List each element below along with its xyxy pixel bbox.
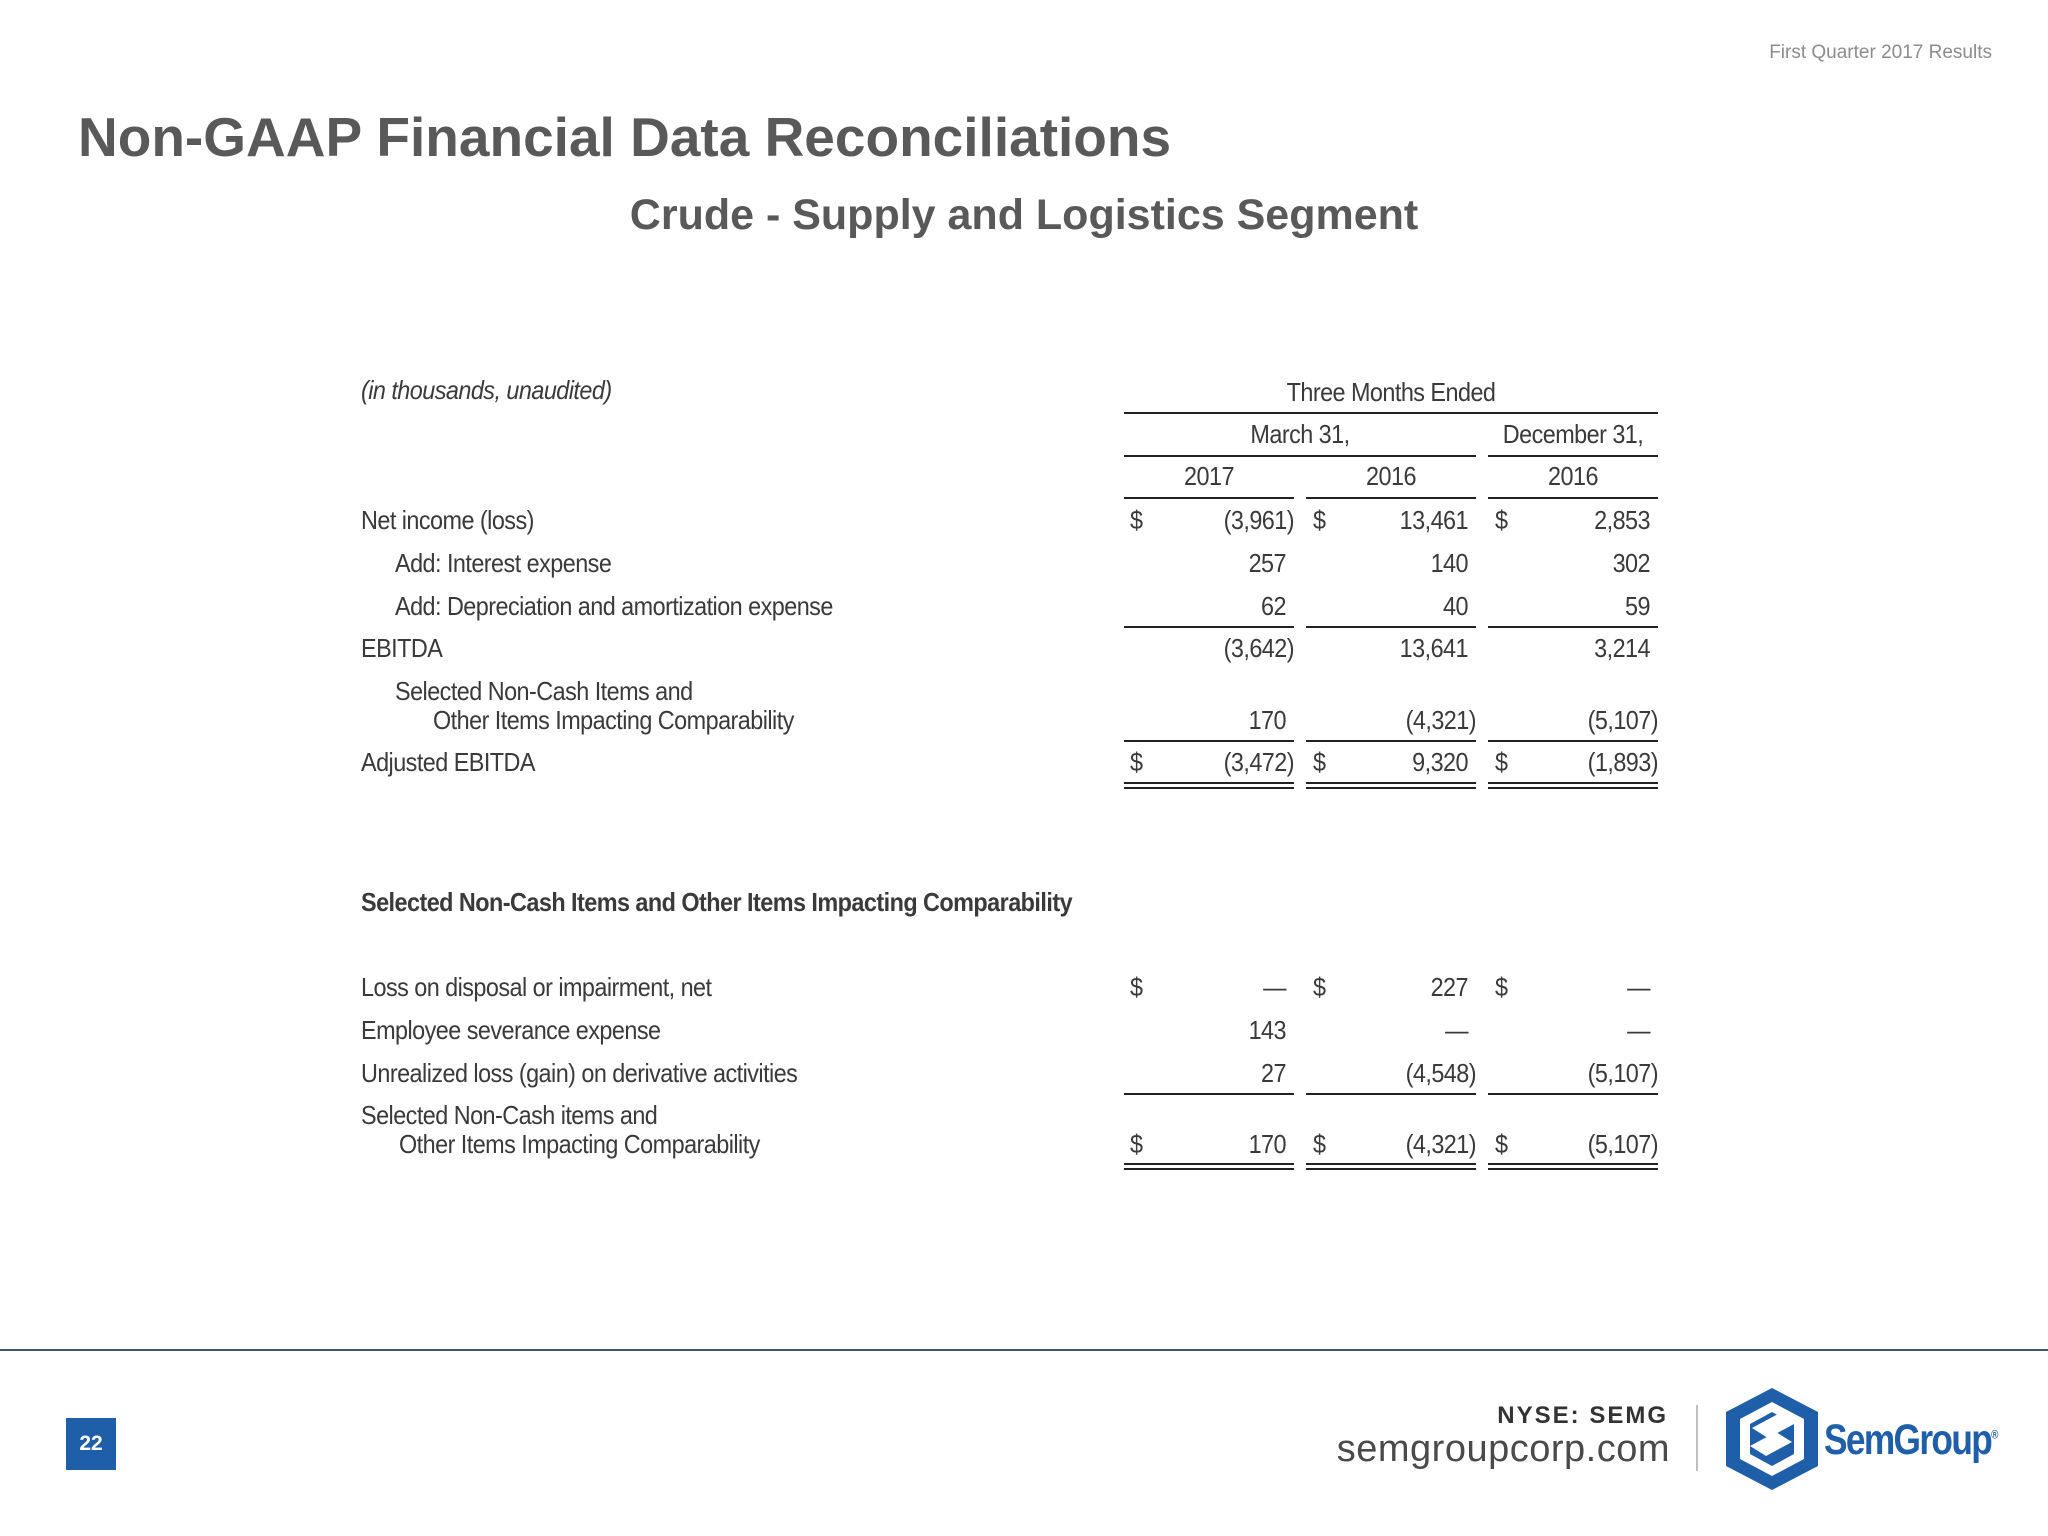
cell-ebitda-3: 3,214 <box>1594 633 1650 663</box>
row-label-selected-line2: Other Items Impacting Comparability <box>433 705 794 735</box>
cell-loss-disposal-2: 227 <box>1430 972 1468 1002</box>
section2-heading: Selected Non-Cash Items and Other Items Impacting Comparability <box>361 887 1073 917</box>
page-title: Non-GAAP Financial Data Reconciliations <box>78 106 1172 168</box>
cell-s2-total-3: (5,107) <box>1587 1129 1658 1159</box>
semgroup-logo-text <box>1824 1416 1998 1465</box>
logo-registered-mark: ® <box>1991 1427 1999 1442</box>
rule-subtotal-3 <box>1488 626 1658 628</box>
row-label-s2-total-line1: Selected Non-Cash items and <box>361 1100 658 1130</box>
currency-symbol: $ <box>1130 505 1143 535</box>
row-label-ebitda: EBITDA <box>361 633 443 663</box>
row-label-net-income: Net income (loss) <box>361 505 534 535</box>
page-number: 22 <box>66 1418 116 1470</box>
website-url: semgroupcorp.com <box>1336 1428 1670 1470</box>
cell-severance-1: 143 <box>1248 1015 1286 1045</box>
cell-unrealized-1: 27 <box>1261 1058 1286 1088</box>
cell-interest-1: 257 <box>1248 548 1286 578</box>
row-label-depreciation: Add: Depreciation and amortization expense <box>395 591 833 621</box>
cell-selected-1: 170 <box>1248 705 1286 735</box>
rule-total-1 <box>1124 782 1294 784</box>
footer-divider <box>0 1349 2048 1351</box>
unit-note: (in thousands, unaudited) <box>361 375 612 405</box>
rule-s2-subtotal-2 <box>1306 1093 1476 1095</box>
row-label-unrealized: Unrealized loss (gain) on derivative activities <box>361 1058 798 1088</box>
cell-adjusted-1: (3,472) <box>1223 747 1294 777</box>
currency-symbol: $ <box>1495 972 1508 1002</box>
currency-symbol: $ <box>1495 747 1508 777</box>
logo-text: SemGroup <box>1824 1416 1992 1464</box>
rule-december <box>1488 455 1658 457</box>
currency-symbol: $ <box>1495 1129 1508 1159</box>
rule-year-3 <box>1488 497 1658 499</box>
page-subtitle: Crude - Supply and Logistics Segment <box>629 191 1419 239</box>
currency-symbol: $ <box>1313 1129 1326 1159</box>
currency-symbol: $ <box>1313 505 1326 535</box>
rule-year-1 <box>1124 497 1294 499</box>
currency-symbol: $ <box>1130 1129 1143 1159</box>
year-col-3: 2016 <box>1548 461 1598 491</box>
cell-severance-3: — <box>1627 1015 1650 1045</box>
cell-net-income-1: (3,961) <box>1223 505 1294 535</box>
cell-depreciation-3: 59 <box>1625 591 1650 621</box>
cell-depreciation-1: 62 <box>1261 591 1286 621</box>
cell-selected-3: (5,107) <box>1587 705 1658 735</box>
group-march: March 31, <box>1250 419 1350 449</box>
cell-loss-disposal-1: — <box>1263 972 1286 1002</box>
cell-net-income-2: 13,461 <box>1399 505 1468 535</box>
cell-s2-total-2: (4,321) <box>1405 1129 1476 1159</box>
currency-symbol: $ <box>1130 747 1143 777</box>
row-label-severance: Employee severance expense <box>361 1015 661 1045</box>
cell-ebitda-1: (3,642) <box>1223 633 1294 663</box>
rule-year-2 <box>1306 497 1476 499</box>
currency-symbol: $ <box>1313 972 1326 1002</box>
year-col-1: 2017 <box>1184 461 1234 491</box>
year-col-2: 2016 <box>1366 461 1416 491</box>
rule-adjusted-3 <box>1488 740 1658 742</box>
rule-subtotal-2 <box>1306 626 1476 628</box>
cell-unrealized-3: (5,107) <box>1587 1058 1658 1088</box>
ticker-symbol: NYSE: SEMG <box>1497 1402 1668 1429</box>
cell-selected-2: (4,321) <box>1405 705 1476 735</box>
cell-unrealized-2: (4,548) <box>1405 1058 1476 1088</box>
rule-adjusted-2 <box>1306 740 1476 742</box>
currency-symbol: $ <box>1313 747 1326 777</box>
cell-interest-2: 140 <box>1430 548 1468 578</box>
cell-ebitda-2: 13,641 <box>1399 633 1468 663</box>
cell-interest-3: 302 <box>1612 548 1650 578</box>
rule-s2-total-2 <box>1306 1163 1476 1165</box>
cell-net-income-3: 2,853 <box>1594 505 1650 535</box>
rule-march <box>1124 455 1476 457</box>
rule-subtotal-1 <box>1124 626 1294 628</box>
cell-s2-total-1: 170 <box>1248 1129 1286 1159</box>
cell-adjusted-2: 9,320 <box>1412 747 1468 777</box>
cell-depreciation-2: 40 <box>1443 591 1468 621</box>
cell-adjusted-3: (1,893) <box>1587 747 1658 777</box>
period-header: Three Months Ended <box>1286 377 1496 407</box>
rule-total-2 <box>1306 782 1476 784</box>
currency-symbol: $ <box>1130 972 1143 1002</box>
group-december: December 31, <box>1502 419 1644 449</box>
row-label-loss-disposal: Loss on disposal or impairment, net <box>361 972 712 1002</box>
footer-separator <box>1696 1405 1698 1471</box>
rule-adjusted-1 <box>1124 740 1294 742</box>
cell-loss-disposal-3: — <box>1627 972 1650 1002</box>
rule-s2-total-1 <box>1124 1163 1294 1165</box>
cell-severance-2: — <box>1445 1015 1468 1045</box>
currency-symbol: $ <box>1495 505 1508 535</box>
row-label-adjusted-ebitda: Adjusted EBITDA <box>361 747 535 777</box>
row-label-selected-line1: Selected Non-Cash Items and <box>395 676 693 706</box>
row-label-interest: Add: Interest expense <box>395 548 612 578</box>
row-label-s2-total-line2: Other Items Impacting Comparability <box>399 1129 760 1159</box>
rule-s2-subtotal-3 <box>1488 1093 1658 1095</box>
rule-s2-subtotal-1 <box>1124 1093 1294 1095</box>
rule-s2-total-3 <box>1488 1163 1658 1165</box>
rule-total-3 <box>1488 782 1658 784</box>
header-right-text: First Quarter 2017 Results <box>1769 42 1992 63</box>
rule-period <box>1124 412 1658 414</box>
